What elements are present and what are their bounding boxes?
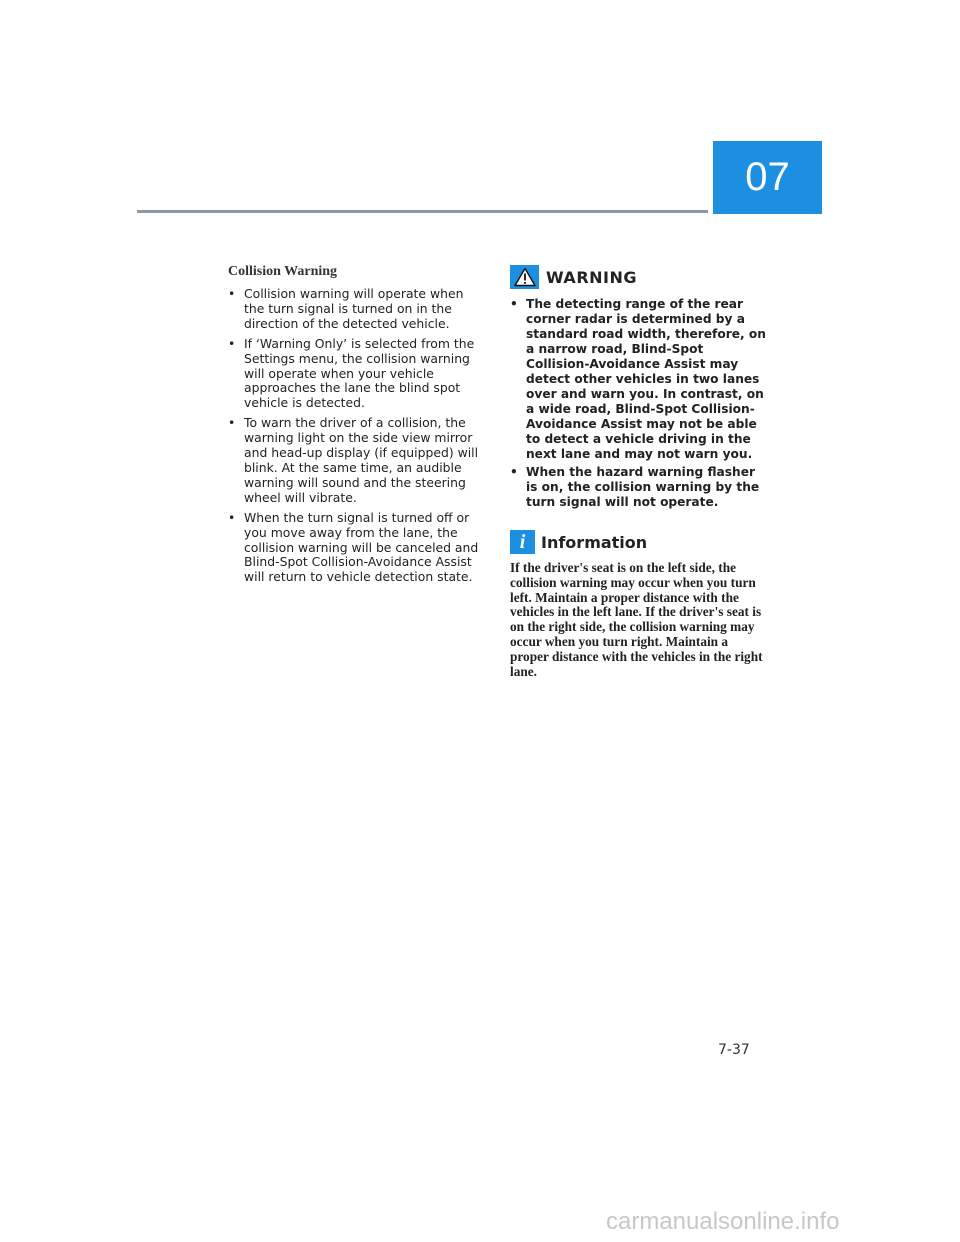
list-item: • When the turn signal is turned off or you move away from the lane, the collision warning will be canceled and Blind-Spot Collision-Avoidance Assist will return to vehicle detection state. — [228, 509, 479, 585]
notes-column — [510, 264, 766, 679]
bullet-dot: • — [510, 465, 518, 479]
bullet-dot: • — [228, 286, 236, 301]
list-item: • Collision warning will operate when the turn signal is turned on in the direction of the detected vehicle. — [228, 286, 464, 331]
chapter-number: 07 — [745, 155, 790, 199]
warning-list — [510, 297, 766, 510]
section-title: Collision Warning — [228, 264, 338, 279]
collision-warning-list — [228, 287, 484, 585]
bullet-dot: • — [510, 297, 518, 311]
list-item: • To warn the driver of a collision, the warning light on the side view mirror and head-up display (if equipped) will blink. At the same time, an audible warning will sound and the steering wheel will vibrate. — [228, 415, 479, 505]
list-item: • When the hazard warning flasher is on, the collision warning by the turn signal will not operate. — [510, 465, 760, 509]
warning-header — [510, 264, 766, 290]
chapter-tab — [713, 141, 822, 214]
information-header — [510, 529, 766, 555]
information-body: If the driver's seat is on the left side, the collision warning may occur when you turn left. Maintain a proper distance with the vehicles in the left lane. If the driver's seat is on the right side, the collision warning may occur when you turn right. Maintain a proper distance with the vehicles in the right lane. — [510, 560, 763, 679]
bullet-dot: • — [228, 415, 236, 431]
list-item: • The detecting range of the rear corner radar is determined by a standard road width, therefore, on a narrow road, Blind-Spot Collision-Avoidance Assist may detect other vehicles in two lanes over and warn you. In contrast, on a wide road, Blind-Spot Collision-Avoidance Assist may not be able to detect a vehicle driving in the next lane and may not warn you. — [510, 297, 766, 461]
header-rule — [137, 210, 708, 213]
bullet-dot: • — [228, 335, 236, 351]
watermark: carmanualsonline.info — [606, 1208, 840, 1235]
page-number: 7-37 — [718, 1042, 750, 1058]
warning-title: WARNING — [546, 267, 637, 287]
info-icon: i — [510, 530, 535, 554]
bullet-dot: • — [228, 509, 236, 525]
warning-triangle-icon — [510, 265, 539, 289]
list-item: • If ‘Warning Only’ is selected from the Settings menu, the collision warning will operate when your vehicle approaches the lane the blind spot vehicle is detected. — [228, 335, 475, 411]
collision-warning-section — [228, 264, 484, 590]
information-title: Information — [541, 532, 648, 552]
